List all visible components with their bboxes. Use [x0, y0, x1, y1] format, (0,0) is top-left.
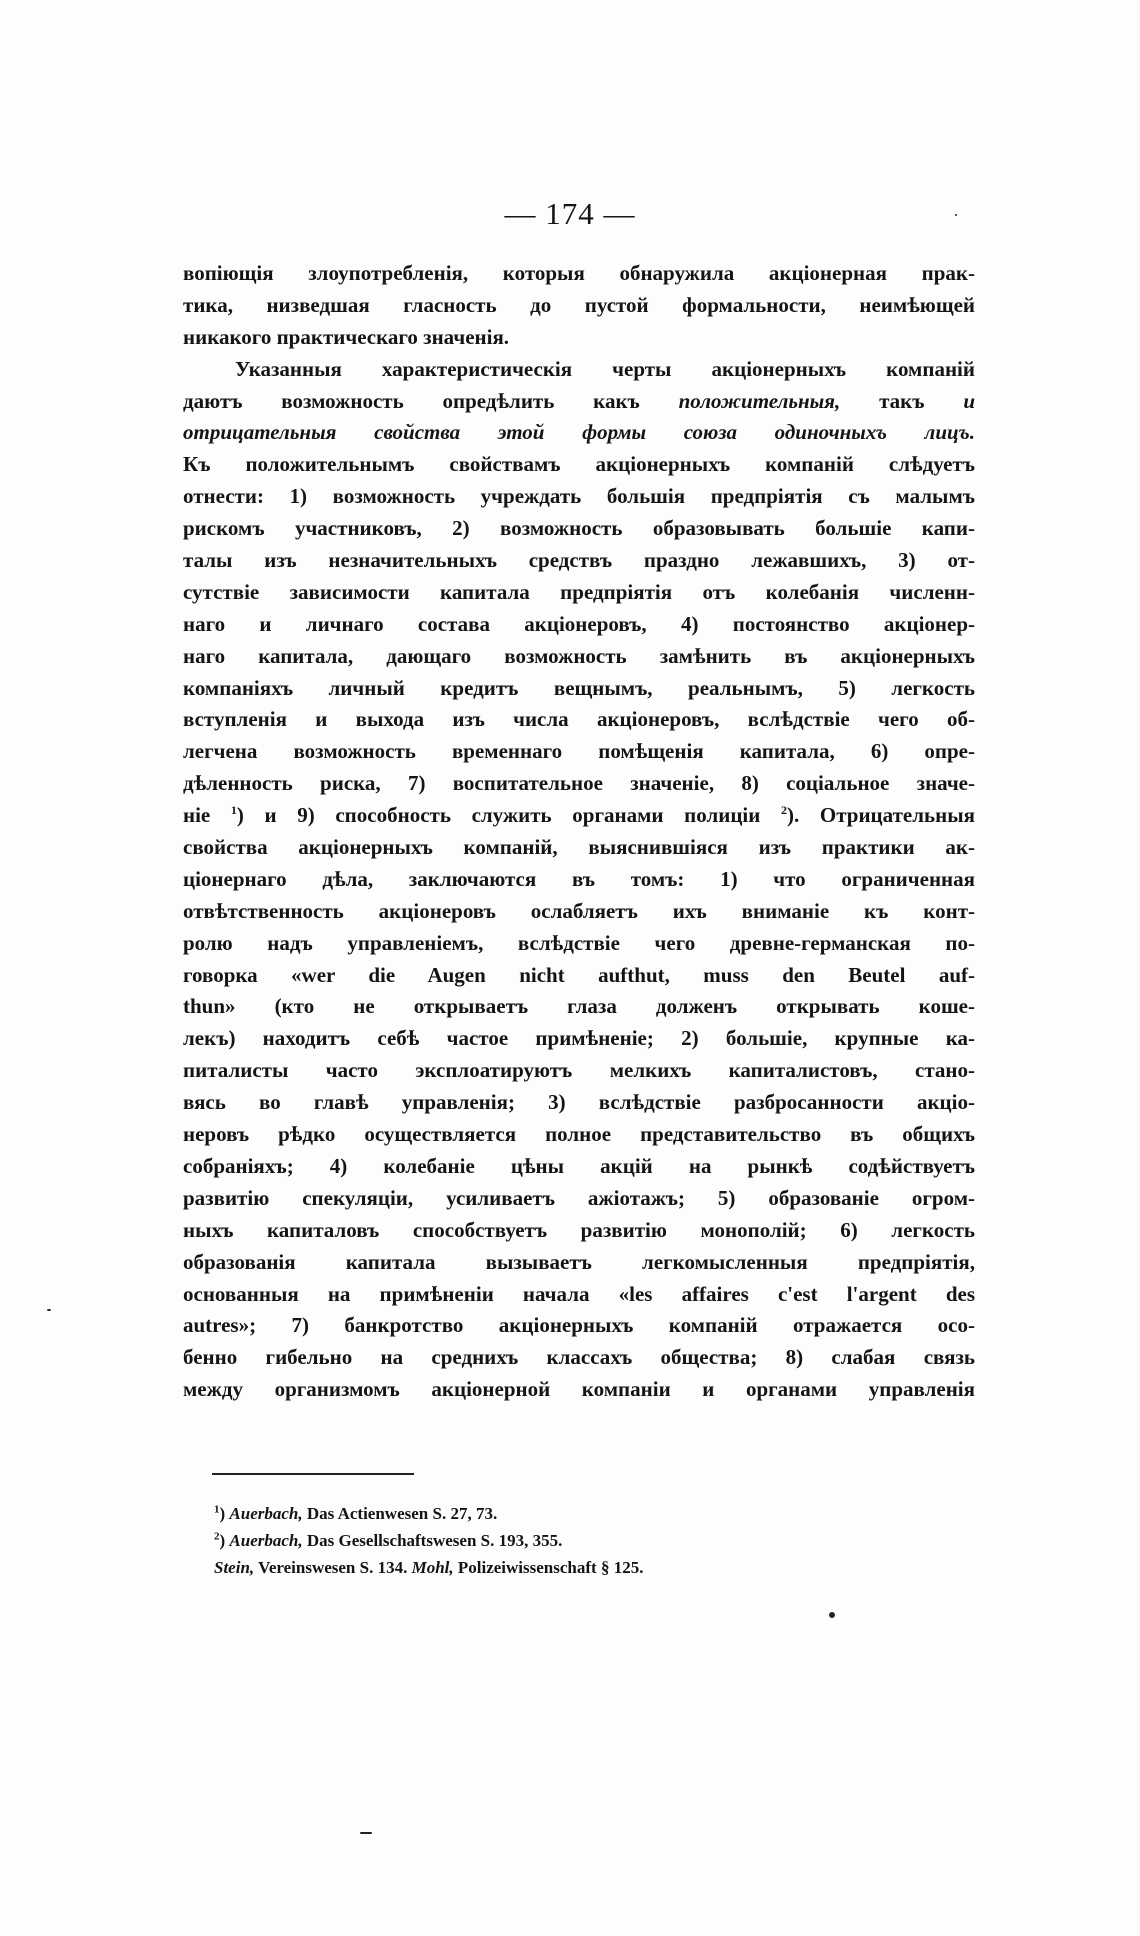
- scan-speck: [47, 1309, 51, 1311]
- footnotes: [214, 1500, 914, 1581]
- text-line: никакого практическаго значенія.: [183, 324, 510, 349]
- text-line: образованія капитала вызываетъ легкомысленныя предпріятія,: [183, 1249, 975, 1274]
- italic-term: положительныя,: [678, 388, 841, 413]
- text-line: рискомъ участниковъ, 2) возможность образовывать большіе капи-: [183, 516, 975, 541]
- footnote-mark: 2: [214, 1530, 220, 1543]
- footnote-author: Mohl,: [411, 1558, 454, 1577]
- footnote-author: Auerbach,: [229, 1531, 303, 1550]
- text-line: ролю надъ управленіемъ, вслѣдствіе чего древне-германская по-: [183, 930, 975, 955]
- footnote-1: $^1$) Auerbach, Das Actienwesen S. 27, 73.: [214, 1503, 498, 1523]
- text-line: ціонернаго дѣла, заключаются въ томъ: 1) что ограниченная: [183, 866, 975, 891]
- italic-term: и: [963, 388, 975, 413]
- footnote-author: Stein,: [214, 1558, 255, 1577]
- text-line: ныхъ капиталовъ способствуетъ развитію монополій; 6) легкость: [183, 1217, 975, 1242]
- footnote-ref[interactable]: 2: [781, 803, 787, 818]
- page-number: — 174 —: [504, 196, 636, 231]
- text-line: неровъ рѣдко осуществляется полное представительство въ общихъ: [183, 1122, 975, 1147]
- text-line: вясь во главѣ управленія; 3) вслѣдствіе разбросанности акціо-: [183, 1090, 975, 1115]
- text-line: отвѣтственность акціонеровъ ослабляетъ ихъ вниманіе къ конт-: [183, 898, 975, 923]
- text-line: легчена возможность временнаго помѣщенія капитала, 6) опре-: [183, 739, 975, 764]
- text-line: свойства акціонерныхъ компаній, выяснившіяся изъ практики ак-: [183, 835, 975, 860]
- text-fragment: ). Отрицательныя: [787, 803, 975, 828]
- footnote-2: $^2$) Auerbach, Das Gesellschaftswesen S. 193, 355.: [214, 1530, 563, 1550]
- text-line: лекъ) находитъ себѣ частое примѣненіе; 2) большіе, крупные ка-: [183, 1026, 975, 1051]
- text-line: компаніяхъ личный кредитъ вещнымъ, реальнымъ, 5) легкость: [183, 675, 975, 700]
- text-line: отнести: 1) возможность учреждать большія предпріятія съ малымъ: [183, 484, 975, 509]
- footnote-divider: [212, 1473, 414, 1475]
- footnote-text: Das Gesellschaftswesen S. 193, 355.: [302, 1531, 563, 1550]
- text-line: тика, низведшая гласность до пустой формальности, неимѣющей: [183, 292, 975, 317]
- scan-speck: [955, 214, 957, 216]
- text-line: [183, 386, 975, 418]
- text-line: бенно гибельно на среднихъ классахъ общества; 8) слабая связь: [183, 1345, 975, 1370]
- footnote-text: Vereinswesen S. 134.: [254, 1558, 412, 1577]
- text-line: говорка «wer die Augen nicht aufthut, muss den Beutel auf-: [183, 962, 975, 987]
- text-line: thun» (кто не открываетъ глаза долженъ открывать коше-: [183, 994, 975, 1019]
- footnote-mark: 1: [214, 1503, 220, 1516]
- italic-term: отрицательныя свойства этой формы союза одиночныхъ лицъ.: [183, 420, 975, 445]
- text-line: талы изъ незначительныхъ средствъ праздно лежавшихъ, 3) от-: [183, 548, 975, 573]
- footnote-text: Das Actienwesen S. 27, 73.: [302, 1504, 498, 1523]
- scan-speck: [829, 1612, 835, 1618]
- text-line: Къ положительнымъ свойствамъ акціонерныхъ компаній слѣдуетъ: [183, 452, 975, 477]
- text-line: [183, 417, 975, 449]
- text-line: вопіющія злоупотребленія, которыя обнаружила акціонерная прак-: [183, 261, 975, 285]
- text-line: [183, 800, 975, 832]
- text-line: autres»; 7) банкротство акціонерныхъ компаній отражается осо-: [183, 1313, 975, 1338]
- text-line: наго и личнаго состава акціонеровъ, 4) постоянство акціонер-: [183, 611, 975, 636]
- text-line: сутствіе зависимости капитала предпріятія отъ колебанія численн-: [183, 579, 975, 604]
- body-text: [183, 258, 975, 1406]
- footnote-text: Polizeiwissenschaft § 125.: [453, 1558, 644, 1577]
- footnote-ref[interactable]: 1: [230, 803, 237, 818]
- text-fragment: ніе: [183, 803, 231, 828]
- text-line: питалисты часто эксплоатируютъ мелкихъ капиталистовъ, стано-: [183, 1058, 975, 1083]
- footnote-2-cont: [214, 1554, 914, 1581]
- text-line: развитію спекуляціи, усиливаетъ ажіотажъ; 5) образованіе огром-: [183, 1185, 975, 1210]
- text-fragment: такъ: [840, 388, 964, 413]
- text-fragment: даютъ возможность опредѣлить какъ: [183, 388, 679, 413]
- text-line: наго капитала, дающаго возможность замѣнить въ акціонерныхъ: [183, 643, 975, 668]
- text-line: дѣленность риска, 7) воспитательное значеніе, 8) соціальное значе-: [183, 771, 975, 796]
- footnote-author: Auerbach,: [229, 1504, 303, 1523]
- text-line: между организмомъ акціонерной компаніи и органами управленія: [183, 1377, 975, 1402]
- text-line: основанныя на примѣненіи начала «les affaires c'est l'argent des: [183, 1281, 975, 1306]
- text-line: Указанныя характеристическія черты акціонерныхъ компаній: [235, 356, 975, 381]
- text-fragment: ) и 9) способность служить органами полиціи: [236, 803, 781, 828]
- scan-speck: [360, 1832, 372, 1834]
- text-line: собраніяхъ; 4) колебаніе цѣны акцій на рынкѣ содѣйствуетъ: [183, 1153, 975, 1178]
- text-line: вступленія и выхода изъ числа акціонеровъ, вслѣдствіе чего об-: [183, 707, 975, 732]
